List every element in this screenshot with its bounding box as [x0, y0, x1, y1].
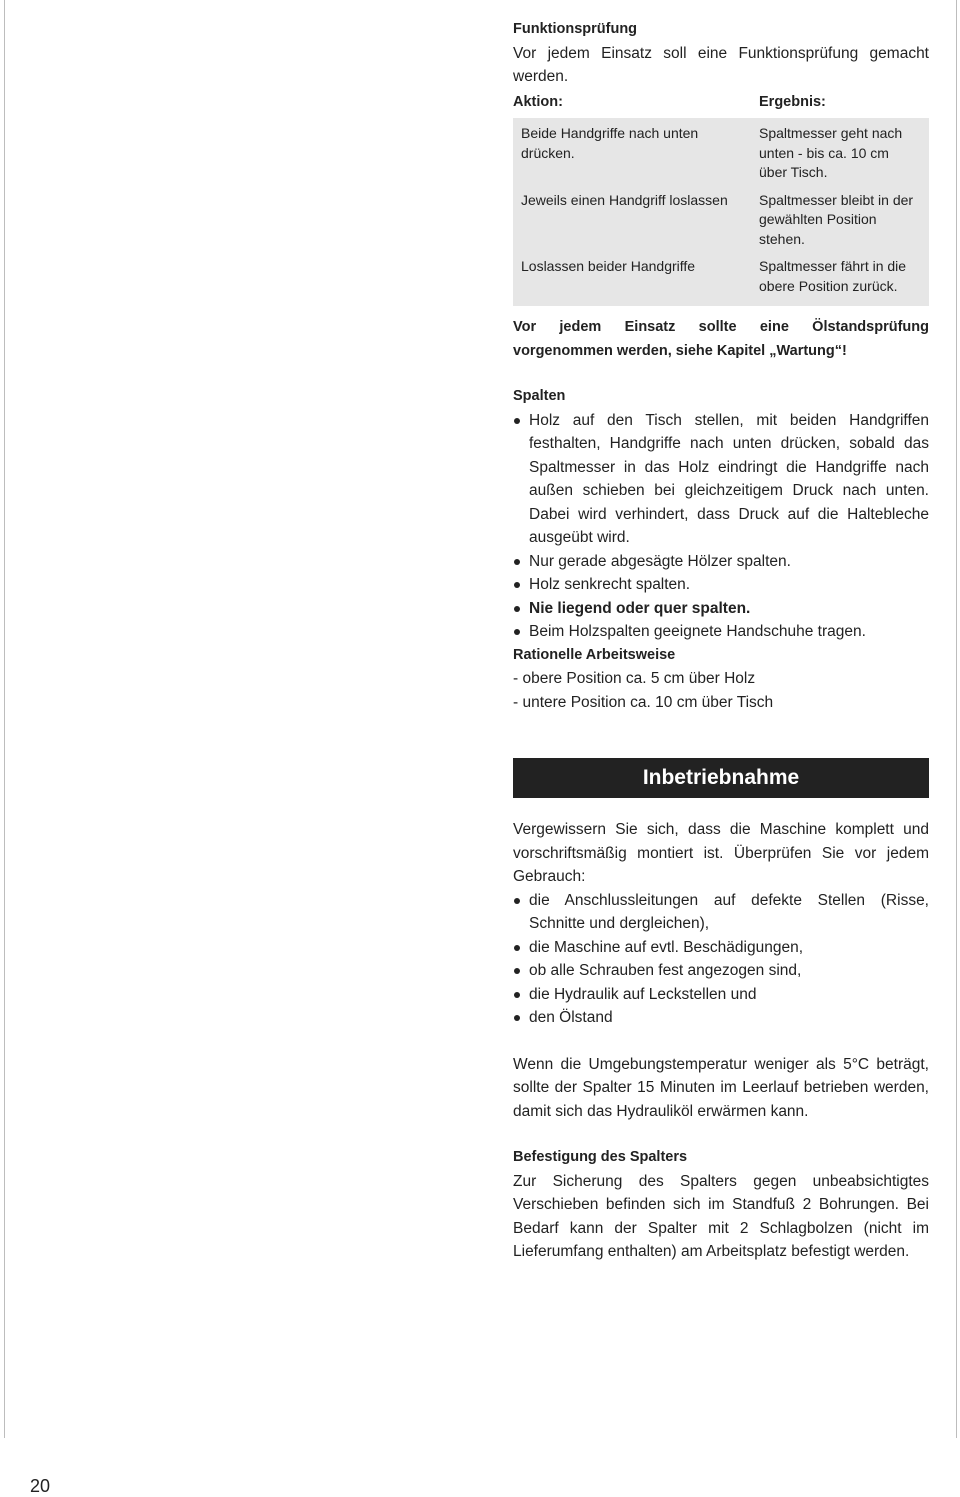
list-item: die Hydraulik auf Leckstellen und — [513, 983, 929, 1007]
section-title-befestigung: Befestigung des Spalters — [513, 1149, 688, 1165]
position-line-lower: - untere Position ca. 10 cm über Tisch — [513, 693, 774, 711]
table-row — [521, 122, 921, 189]
section-banner: Inbetriebnahme — [513, 758, 929, 798]
section-title-spalten: Spalten — [513, 388, 566, 404]
list-item: Beim Holzspalten geeignete Handschuhe tragen. — [513, 620, 929, 644]
table-cell-result: Spaltmesser geht nach unten - bis ca. 10 cm über Tisch. — [759, 125, 903, 180]
table-row — [521, 189, 921, 256]
temperature-note: Wenn die Umgebungstemperatur weniger als 5°C beträgt, sollte der Spalter 15 Minuten im Leerlauf betrieben werden, damit sich das Hydrauliköl erwärmen kann. — [513, 1055, 929, 1120]
table-header — [513, 91, 929, 115]
inbetriebnahme-intro: Vergewissern Sie sich, dass die Maschine komplett und vorschriftsmäßig montiert ist. Überprüfen Sie vor jedem Gebrauch: — [513, 821, 929, 885]
table-row — [521, 255, 921, 302]
table-cell-action: Loslassen beider Handgriffe — [521, 258, 696, 274]
spalten-list — [513, 409, 929, 644]
section-title-funktionspruefung: Funktionsprüfung — [513, 21, 638, 37]
inbetriebnahme-list — [513, 889, 929, 1030]
list-item: Holz auf den Tisch stellen, mit beiden Handgriffen festhalten, Handgriffe nach unten drücken, sobald das Spaltmesser in das Holz eindringt die Handgriffe nach außen schieben bei gleichzeitigem Druck nach unten. Dabei wird verhindert, dass Druck auf die Haltebleche ausgeübt wird. — [513, 409, 929, 550]
table-cell-action: Jeweils einen Handgriff loslassen — [521, 191, 728, 208]
function-test-table — [513, 118, 929, 306]
subtitle-rationelle-arbeitsweise: Rationelle Arbeitsweise — [513, 646, 676, 663]
oil-check-note: Vor jedem Einsatz sollte eine Ölstandsprüfung vorgenommen werden, siehe Kapitel „Wartung“! — [513, 319, 929, 359]
befestigung-text: Zur Sicherung des Spalters gegen unbeabsichtigtes Verschieben befinden sich im Standfuß 2 Bohrungen. Bei Bedarf kann der Spalter mit 2 Schlagbolzen (nicht im Lieferumfang enthalten) am Arbeitsplatz befestigt werden. — [513, 1172, 929, 1260]
list-item: ob alle Schrauben fest angezogen sind, — [513, 959, 929, 983]
page-content — [513, 18, 929, 1264]
list-item: die Maschine auf evtl. Beschädigungen, — [513, 936, 929, 960]
funktionspruefung-intro: Vor jedem Einsatz soll eine Funktionsprüfung gemacht werden. — [513, 44, 929, 85]
table-cell-action: Beide Handgriffe nach unten drücken. — [521, 125, 699, 161]
table-cell-result: Spaltmesser fährt in die obere Position zurück. — [759, 258, 907, 294]
page-number: 20 — [30, 1476, 51, 1496]
list-item: Nie liegend oder quer spalten. — [513, 597, 929, 621]
column-header-result: Ergebnis: — [759, 93, 826, 110]
position-line-upper: - obere Position ca. 5 cm über Holz — [513, 670, 756, 687]
list-item: die Anschlussleitungen auf defekte Stellen (Risse, Schnitte und dergleichen), — [513, 889, 929, 936]
list-item: Nur gerade abgesägte Hölzer spalten. — [513, 550, 929, 574]
list-item: den Ölstand — [513, 1006, 929, 1030]
table-cell-result: Spaltmesser bleibt in der gewählten Position stehen. — [759, 191, 914, 247]
list-item: Holz senkrecht spalten. — [513, 573, 929, 597]
column-header-action: Aktion: — [513, 93, 563, 110]
